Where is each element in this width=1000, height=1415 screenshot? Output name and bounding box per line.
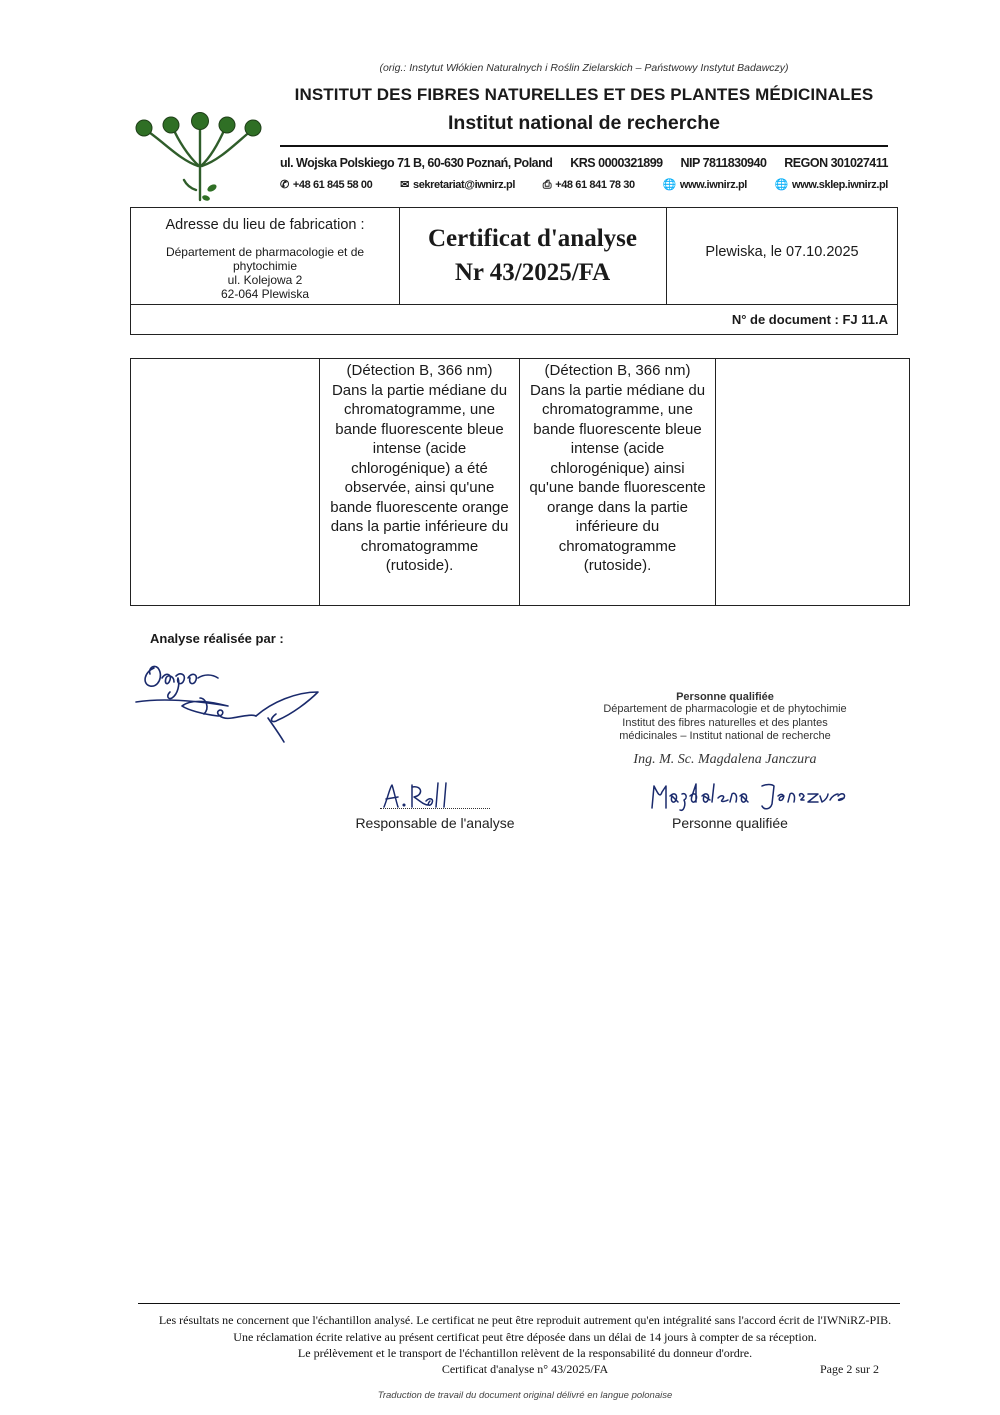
footer-certificate-ref: Certificat d'analyse n° 43/2025/FA	[441, 1362, 609, 1376]
qualified-person-name: Ing. M. Sc. Magdalena Janczura	[633, 751, 817, 767]
shop-item	[775, 179, 888, 191]
manufacturing-street: ul. Kolejowa 2	[227, 273, 303, 287]
qualified-person-title: Personne qualifiée	[676, 691, 774, 703]
table-cell	[320, 359, 520, 605]
certificate-date: Plewiska, le 07.10.2025	[705, 244, 859, 260]
responsible-signature	[380, 781, 460, 811]
institute-address: ul. Wojska Polskiego 71 B, 60-630 Poznań, Poland	[280, 156, 553, 170]
table-cell	[716, 359, 909, 605]
qualified-dept-line3: médicinales – Institut national de recherche	[619, 730, 831, 742]
certificate-date-cell	[667, 208, 897, 304]
contact-line	[280, 179, 888, 191]
email-item	[400, 179, 515, 191]
globe-icon: 🌐	[662, 178, 676, 191]
mail-icon: ✉	[400, 178, 409, 191]
qualified-person-label: Personne qualifiée	[672, 815, 788, 831]
manufacturing-dept: Département de pharmacologie et de phytochimie	[165, 245, 365, 273]
certificate-title-cell	[399, 208, 667, 304]
plant-logo	[130, 108, 270, 204]
manufacturing-address	[146, 245, 384, 301]
fax-item	[543, 179, 635, 191]
address-line	[280, 156, 888, 170]
manufacturing-city: 62-064 Plewiska	[220, 287, 310, 301]
qualified-person-block	[560, 691, 890, 768]
phone-icon: ✆	[280, 178, 289, 191]
analysis-by-label: Analyse réalisée par :	[150, 631, 284, 646]
globe-icon: 🌐	[774, 178, 789, 191]
responsible-label: Responsable de l'analyse	[355, 815, 515, 831]
website-item	[663, 179, 747, 191]
institute-subtitle: Institut national de recherche	[448, 112, 720, 134]
website-link[interactable]: www.iwnirz.pl	[679, 179, 747, 191]
page-number: Page 2 sur 2	[820, 1362, 879, 1376]
cell-text: (Détection B, 366 nm) Dans la partie médiane du chromatogramme, une bande fluorescente bleue intense (acide chlorogénique) ainsi qu'une bande fluorescente orange dans la partie inférieure du chromatogramme (rutoside).	[529, 362, 706, 574]
qualified-signature	[648, 778, 848, 814]
footer-disclaimer-line3: Le prélèvement et le transport de l'échantillon relèvent de la responsabilité du donneur d'ordre.	[297, 1346, 753, 1360]
qualified-dept	[560, 703, 890, 744]
footer-disclaimer-line2: Une réclamation écrite relative au présent certificat peut être déposée dans un délai de 14 jours à compter de sa réception.	[233, 1330, 817, 1344]
institute-name: INSTITUT DES FIBRES NATURELLES ET DES PLANTES MÉDICINALES	[294, 85, 874, 104]
manufacturing-address-cell	[131, 208, 400, 304]
certificate-title	[399, 222, 666, 290]
footer-disclaimer-line1: Les résultats ne concernent que l'échantillon analysé. Le certificat ne peut être reproduit autrement qu'en intégralité sans l'accord écrit de l'IWNiRZ-PIB.	[158, 1313, 892, 1327]
certificate-title-line1: Certificat d'analyse	[428, 225, 637, 252]
fax-number: +48 61 841 78 30	[555, 179, 635, 191]
phone-number: +48 61 845 58 00	[292, 179, 373, 191]
fax-icon: ⎙	[542, 178, 552, 191]
results-table	[130, 358, 910, 606]
translation-note: Traduction de travail du document original délivré en langue polonaise	[377, 1390, 673, 1401]
nip-number: NIP 7811830940	[680, 156, 767, 170]
phone-item	[280, 179, 372, 191]
cell-text: (Détection B, 366 nm) Dans la partie médiane du chromatogramme, une bande fluorescente bleue intense (acide chlorogénique) a été observée, ainsi qu'une bande fluorescente orange dans la partie inférieure du chromatogramme (rutoside).	[330, 362, 509, 574]
regon-number: REGON 301027411	[784, 156, 888, 170]
table-cell	[520, 359, 716, 605]
document-number: N° de document : FJ 11.A	[731, 312, 888, 327]
footer-divider	[138, 1303, 900, 1304]
email-address[interactable]: sekretariat@iwnirz.pl	[413, 179, 515, 191]
table-cell	[131, 359, 320, 605]
document-number-row	[130, 303, 898, 335]
shop-link[interactable]: www.sklep.iwnirz.pl	[792, 179, 888, 191]
certificate-header-table	[130, 207, 898, 305]
krs-number: KRS 0000321899	[570, 156, 663, 170]
qualified-dept-line1: Département de pharmacologie et de phytochimie	[603, 703, 847, 715]
header-divider	[280, 145, 888, 147]
manufacturing-address-title: Adresse du lieu de fabrication :	[165, 217, 365, 233]
analyst-signature	[132, 658, 322, 746]
qualified-dept-line2: Institut des fibres naturelles et des plantes	[622, 716, 828, 729]
original-institute-name: (orig.: Instytut Włókien Naturalnych i Roślin Zielarskich – Państwowy Instytut Badawczy)	[379, 62, 789, 74]
certificate-number: Nr 43/2025/FA	[454, 259, 611, 286]
signature-dotted-line	[380, 808, 490, 809]
